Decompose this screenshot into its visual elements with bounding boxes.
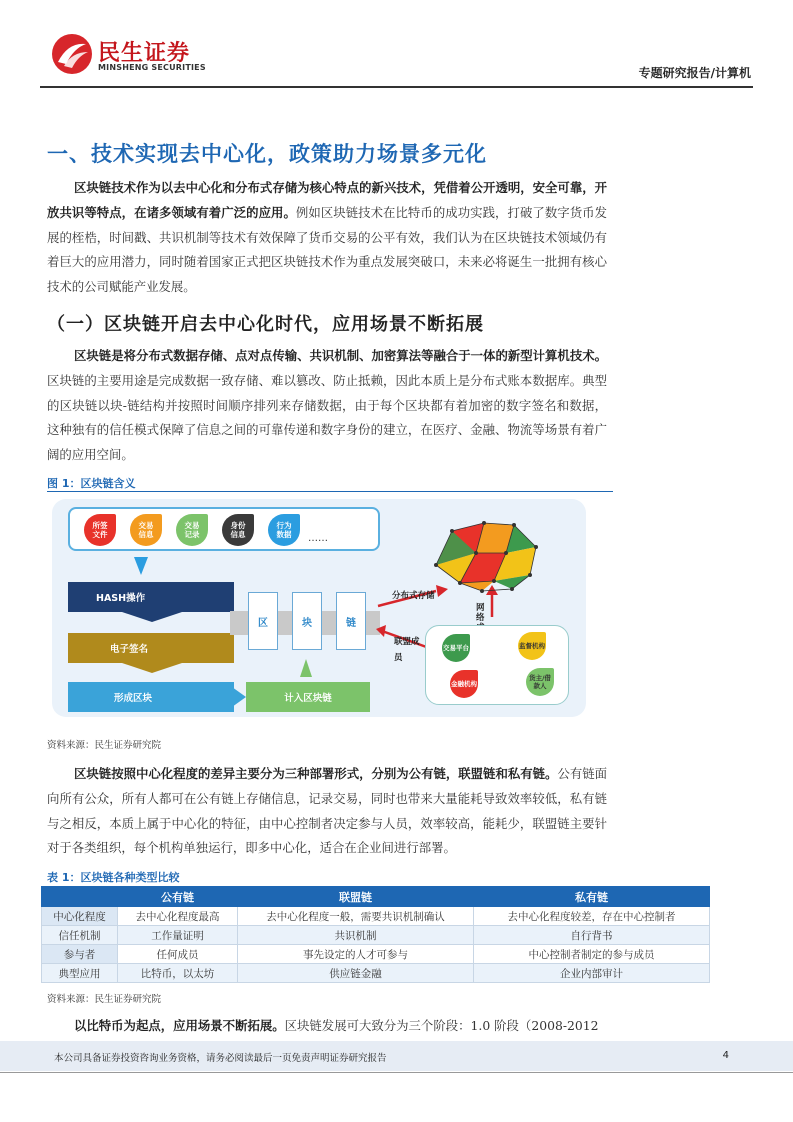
- table-row-header: 信任机制: [42, 926, 118, 945]
- figure-title: 图 1：区块链含义: [47, 477, 136, 490]
- table-row-header: 中心化程度: [42, 907, 118, 926]
- minsheng-logo-icon: [52, 34, 92, 74]
- table-cell: 去中心化程度较差，存在中心控制者: [474, 907, 710, 926]
- network-members-label: 网络: [476, 603, 485, 623]
- paragraph-lead: 区块链是将分布式数据存储、点对点传输、共识机制、加密算法等融合于一体的新型计算机技术。: [74, 348, 607, 363]
- paragraph-body: 例如区块链技术在比特币的成功实践，打破了数字货币发展的桎梏，时间戳、共识机制等技术有效保障了货币交易的公平有效，我们认为在区块链技术领域仍有着巨大的应用潜力，同时随着国家正式把区块链技术作为重点发展突破口，未来必将诞生一批拥有核心技术的公司赋能产业发展。: [47, 204, 608, 295]
- chain-block: 区: [248, 592, 278, 650]
- table-cell: 事先设定的人才可参与: [238, 945, 474, 964]
- table-row-header: 参与者: [42, 945, 118, 964]
- table-cell: 工作量证明: [118, 926, 238, 945]
- header-divider: [40, 86, 753, 88]
- footer-divider: [0, 1072, 793, 1073]
- brand-name-en: MINSHENG SECURITIES: [98, 63, 206, 72]
- page-header: [0, 0, 793, 92]
- subsection-title: （一）区块链开启去中心化时代，应用场景不断拓展: [47, 314, 484, 335]
- table-cell: 自行背书: [474, 926, 710, 945]
- paragraph-lead: 以比特币为起点，应用场景不断拓展。: [74, 1018, 285, 1033]
- table-cell: 中心控制者制定的参与成员: [474, 945, 710, 964]
- member-exchange: 交易平台: [442, 634, 470, 662]
- chevron-down-icon: [122, 663, 182, 673]
- section2-paragraph-1: [47, 344, 607, 468]
- table-row: [42, 945, 710, 964]
- figure-title-rule: [47, 491, 613, 492]
- distributed-storage-label: 分布式存储: [392, 591, 435, 601]
- arrow-right-icon: [232, 687, 246, 707]
- paragraph-body: 公有链面向所有公众，所有人都可在公有链上存储信息，记录交易，同时也带来大量能耗导致效率较低，私有链与之相反，本质上属于中心化的特征，由中心控制者决定参与人员，效率较高，能耗少，联盟链主要针对于各类组织，每个机构单独运行，即多中心化，适合在企业间进行部署。: [47, 766, 608, 856]
- arrow-down-icon: [134, 557, 148, 575]
- info-items-box: [68, 507, 380, 551]
- hash-step: HASH操作: [68, 582, 234, 612]
- info-item-transaction-info: 交易 信息: [130, 514, 162, 546]
- table-cell: 去中心化程度最高: [118, 907, 238, 926]
- section1-paragraph: [47, 176, 607, 300]
- table-row: [42, 964, 710, 983]
- table-cell: 共识机制: [238, 926, 474, 945]
- member-borrower: 货主/借款人: [526, 668, 554, 696]
- table-title: 表 1：区块链各种类型比较: [47, 871, 180, 884]
- table-header-row: [42, 887, 710, 907]
- more-items-ellipsis: ……: [308, 533, 328, 544]
- table-header-cell: 私有链: [474, 887, 710, 907]
- table-cell: 去中心化程度一般，需要共识机制确认: [238, 907, 474, 926]
- info-item-signed-files: 所签 文件: [84, 514, 116, 546]
- document-type: 专题研究报告/计算机: [638, 66, 751, 80]
- section-title: 一、技术实现去中心化，政策助力场景多元化: [47, 142, 487, 166]
- info-item-behavior-data: 行为 数据: [268, 514, 300, 546]
- blockchain-types-table: [41, 886, 710, 983]
- page-number: 4: [722, 1050, 729, 1061]
- brand-name: 民生证券: [98, 41, 191, 66]
- table-header-cell: 联盟链: [238, 887, 474, 907]
- member-regulator: 监督机构: [518, 632, 546, 660]
- member-financial-institution: 金融机构: [450, 670, 478, 698]
- chain-block: 链: [336, 592, 366, 650]
- paragraph-lead: 区块链按照中心化程度的差异主要分为三种部署形式，分别为公有链，联盟链和私有链。: [74, 766, 558, 781]
- form-block-step: 形成区块: [68, 682, 234, 712]
- table-row: [42, 926, 710, 945]
- table-cell: 供应链金融: [238, 964, 474, 983]
- section2-paragraph-2: [47, 762, 607, 861]
- section2-paragraph-3: [47, 1014, 607, 1039]
- chevron-down-icon: [122, 612, 182, 622]
- table-cell: 企业内部审计: [474, 964, 710, 983]
- signature-step: 电子签名: [68, 633, 234, 663]
- table-source: 资料来源：民生证券研究院: [47, 994, 162, 1005]
- info-item-transaction-record: 交易 记录: [176, 514, 208, 546]
- paragraph-lead: 区块链技术作为以去中心化和分布式存储为核心特点的新兴技术，凭借着公开透明，安全可靠，开放共识等特点，在诸多领域有着广泛的应用。: [47, 180, 607, 220]
- arrow-head-icon: [436, 585, 448, 597]
- table-row: [42, 907, 710, 926]
- paragraph-body: 区块链的主要用途是完成数据一致存储、难以篡改、防止抵赖，因此本质上是分布式账本数据库。典型的区块链以块-链结构并按照时间顺序排列来存储数据，由于每个区块都有着加密的数字签名和数据，这种独有的信任模式保障了信息之间的可靠传递和数字身份的建立，在医疗、金融、物流等场景有着广阔的应用空间。: [47, 372, 607, 463]
- blockchain-diagram: [52, 499, 586, 717]
- page-footer: [0, 1041, 793, 1071]
- paragraph-body: 区块链发展可大致分为三个阶段：1.0 阶段（2008-2012: [284, 1018, 599, 1033]
- add-to-chain-step: 计入区块链: [246, 682, 370, 712]
- alliance-members-label: 联盟成员: [394, 637, 420, 663]
- info-item-identity-info: 身份 信息: [222, 514, 254, 546]
- chain-block: 块: [292, 592, 322, 650]
- table-header-cell: 公有链: [118, 887, 238, 907]
- figure-source: 资料来源：民生证券研究院: [47, 740, 162, 751]
- arrow-head-icon: [376, 625, 386, 637]
- table-cell: 比特币，以太坊: [118, 964, 238, 983]
- table-cell: 任何成员: [118, 945, 238, 964]
- footer-disclaimer: 本公司具备证券投资咨询业务资格，请务必阅读最后一页免责声明证券研究报告: [54, 1053, 387, 1064]
- members-box: [425, 625, 569, 705]
- table-row-header: 典型应用: [42, 964, 118, 983]
- arrow-up-icon: [300, 659, 312, 677]
- table-header-cell: [42, 887, 118, 907]
